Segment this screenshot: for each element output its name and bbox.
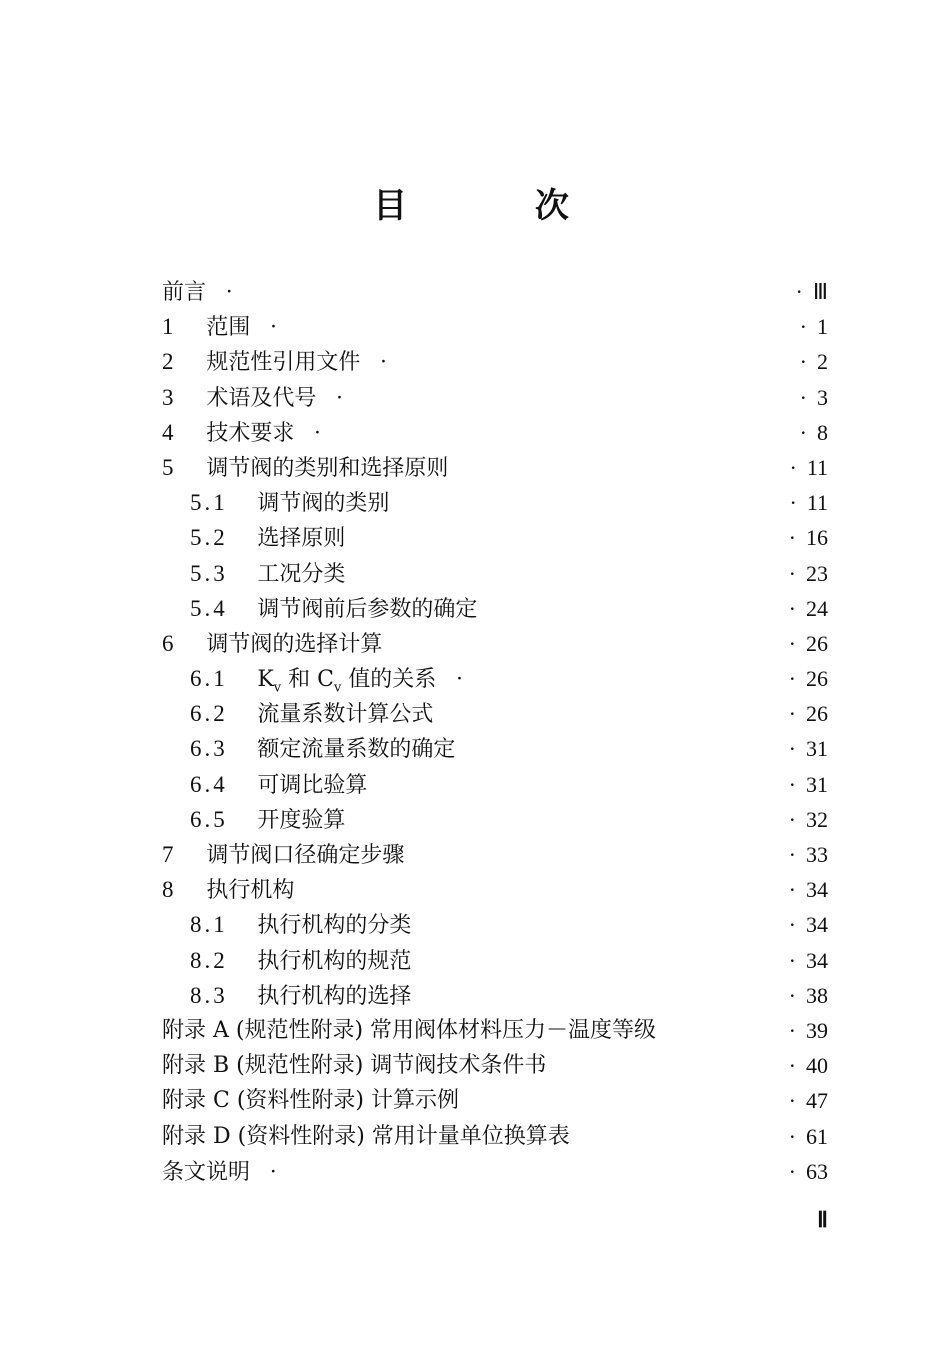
- toc-page-number: · 26: [788, 666, 828, 692]
- toc-entry-label: 调节阀的选择计算: [206, 631, 383, 657]
- toc-entry-label: 流量系数计算公式: [257, 702, 434, 728]
- toc-page-number: · Ⅲ: [795, 279, 828, 304]
- toc-entry-number: 8.3: [190, 982, 228, 1008]
- toc-page-number: · 40: [788, 1053, 828, 1079]
- toc-leader-dot: ·: [455, 666, 464, 692]
- toc-entry-5-3[interactable]: [162, 556, 832, 591]
- toc-page-number: · 31: [788, 771, 828, 797]
- toc-leader-dot: ·: [335, 384, 344, 410]
- toc-entry-number: 4: [162, 419, 174, 445]
- toc-entry-label: 条文说明: [162, 1159, 251, 1185]
- toc-entry-label: 额定流量系数的确定: [257, 737, 456, 763]
- toc-entry-label: 前言: [162, 280, 207, 305]
- toc-page-number: · 11: [789, 490, 828, 516]
- toc-entry-number: 8.1: [190, 912, 228, 938]
- toc-entry-label: 调节阀前后参数的确定: [257, 596, 478, 622]
- toc-entry-label: 附录 C (资料性附录) 计算示例: [162, 1088, 459, 1114]
- toc-entry-label: 可调比验算: [257, 772, 368, 798]
- toc-entry-label: 附录 B (规范性附录) 调节阀技术条件书: [162, 1053, 547, 1079]
- toc-entry-6-2[interactable]: [162, 696, 832, 731]
- toc-entry-label: 执行机构的选择: [257, 983, 412, 1009]
- toc-entry-6-4[interactable]: [162, 767, 832, 802]
- toc-leader-dot: ·: [269, 1158, 277, 1184]
- toc-page-number: · 3: [799, 384, 828, 410]
- toc-leader-dot: ·: [313, 419, 322, 445]
- toc-entry-explanation[interactable]: [162, 1154, 832, 1189]
- toc-entry-6-5[interactable]: [162, 802, 832, 837]
- toc-entry-appendix-d[interactable]: [162, 1119, 832, 1154]
- toc-entry-label: 技术要求: [206, 420, 295, 446]
- toc-entry-label: 调节阀的类别: [257, 491, 390, 517]
- toc-entry-number: 2: [162, 349, 174, 375]
- toc-entry-number: 7: [162, 842, 174, 867]
- toc-entry-5-1[interactable]: [162, 485, 832, 520]
- toc-entry-label: 附录 A (规范性附录) 常用阀体材料压力－温度等级: [162, 1017, 657, 1043]
- toc-entry-number: 8.2: [190, 947, 228, 973]
- toc-page-number: · 23: [788, 560, 828, 586]
- toc-entry-8-2[interactable]: [162, 943, 832, 978]
- toc-entry-6[interactable]: [162, 626, 832, 661]
- toc-page-number: · 32: [788, 806, 828, 832]
- toc-page-number: · 34: [788, 947, 828, 973]
- toc-entry-number: 5.3: [190, 560, 228, 586]
- toc-entry-number: 5: [162, 454, 174, 480]
- toc-entry-5-2[interactable]: [162, 520, 832, 555]
- toc-entry-label: 附录 D (资料性附录) 常用计量单位换算表: [162, 1123, 570, 1149]
- toc-entry-appendix-a[interactable]: [162, 1013, 832, 1048]
- toc-page-number: · 38: [788, 982, 828, 1008]
- toc-entry-label: 术语及代号: [206, 385, 317, 411]
- page-folio-number: Ⅱ: [817, 1207, 828, 1232]
- toc-entry-label: 选择原则: [257, 526, 346, 552]
- toc-entry-5-4[interactable]: [162, 591, 832, 626]
- toc-entry-label: $K_v$ 和 $C_v$ 值的关系: [257, 667, 437, 696]
- toc-entry-number: 6.3: [190, 736, 228, 762]
- toc-page-number: · 61: [788, 1123, 828, 1149]
- toc-page-number: · 33: [788, 842, 828, 867]
- toc-entry-label: 执行机构: [206, 878, 295, 904]
- toc-page-number: · 26: [788, 701, 828, 727]
- toc-entry-number: 8: [162, 877, 174, 903]
- toc-entry-8-3[interactable]: [162, 978, 832, 1013]
- toc-entry-7[interactable]: [162, 837, 832, 872]
- page-title: 目 次: [373, 186, 627, 226]
- toc-entry-number: 6: [162, 630, 174, 656]
- toc-entry-number: 1: [162, 314, 174, 340]
- toc-entry-label: 调节阀口径确定步骤: [206, 843, 405, 868]
- toc-leader-dot: ·: [225, 279, 233, 304]
- toc-page-number: · 34: [788, 912, 828, 938]
- toc-entry-1[interactable]: [162, 309, 832, 344]
- toc-entry-2[interactable]: [162, 344, 832, 379]
- toc-entry-foreword[interactable]: [162, 274, 832, 309]
- toc-entry-number: 6.2: [190, 701, 228, 727]
- toc-entry-8[interactable]: [162, 872, 832, 907]
- toc-entry-label: 执行机构的分类: [257, 913, 412, 939]
- toc-entry-number: 6.5: [190, 806, 228, 832]
- table-of-contents: [162, 274, 832, 1189]
- toc-entry-6-3[interactable]: [162, 731, 832, 766]
- toc-page-number: · 2: [799, 349, 828, 375]
- toc-entry-label: 工况分类: [257, 561, 346, 587]
- toc-page-number: · 31: [788, 736, 828, 762]
- toc-entry-6-1[interactable]: [162, 661, 832, 696]
- toc-page-number: · 1: [799, 314, 828, 340]
- toc-entry-appendix-b[interactable]: [162, 1048, 832, 1083]
- toc-entry-label: 开度验算: [257, 807, 346, 833]
- toc-entry-appendix-c[interactable]: [162, 1083, 832, 1118]
- toc-entry-number: 6.4: [190, 771, 228, 797]
- toc-page-number: · 47: [788, 1088, 828, 1114]
- toc-entry-8-1[interactable]: [162, 907, 832, 942]
- toc-entry-label: 调节阀的类别和选择原则: [206, 455, 449, 481]
- toc-page-number: · 8: [799, 419, 828, 445]
- toc-entry-label: 执行机构的规范: [257, 948, 412, 974]
- toc-entry-number: 5.4: [190, 595, 228, 621]
- toc-leader-dot: ·: [269, 314, 278, 340]
- toc-entry-number: 5.2: [190, 525, 228, 551]
- toc-leader-dot: ·: [379, 349, 388, 375]
- toc-entry-number: 3: [162, 384, 174, 410]
- toc-entry-5[interactable]: [162, 450, 832, 485]
- toc-entry-4[interactable]: [162, 415, 832, 450]
- toc-page-number: · 63: [788, 1158, 828, 1184]
- toc-page-number: · 26: [788, 630, 828, 656]
- toc-page-number: · 39: [788, 1017, 828, 1043]
- toc-entry-label: 规范性引用文件: [206, 350, 361, 376]
- toc-entry-number: 5.1: [190, 490, 228, 516]
- toc-entry-3[interactable]: [162, 380, 832, 415]
- toc-entry-number: 6.1: [190, 666, 228, 692]
- toc-entry-label: 范围: [206, 315, 251, 341]
- toc-page-number: · 11: [789, 454, 828, 480]
- toc-page-number: · 34: [788, 877, 828, 903]
- toc-page-number: · 24: [788, 595, 828, 621]
- toc-page-number: · 16: [788, 525, 828, 551]
